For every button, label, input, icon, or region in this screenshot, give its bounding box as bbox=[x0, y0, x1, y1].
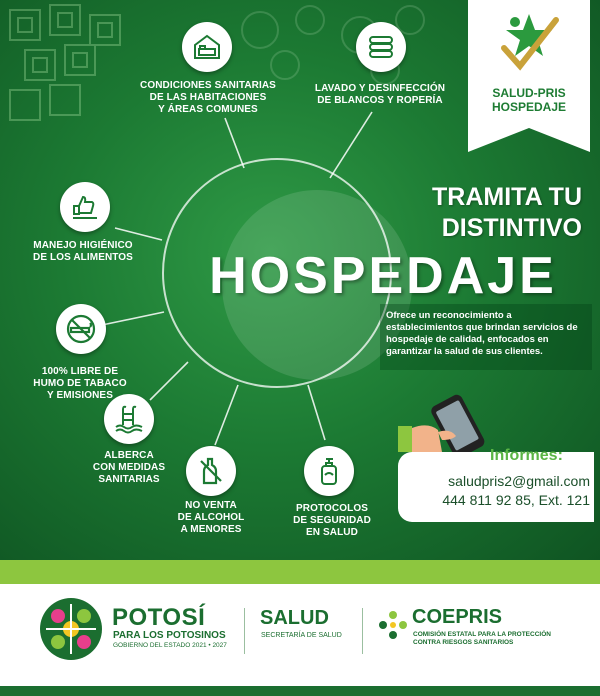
coepris-subtitle: COMISIÓN ESTATAL PARA LA PROTECCIÓN CONTRA RIESGOS SANITARIOS bbox=[413, 631, 551, 646]
feature-label-rooms: CONDICIONES SANITARIAS DE LAS HABITACIONES Y ÁREAS COMUNES bbox=[140, 80, 276, 115]
salud-pris-badge bbox=[468, 0, 590, 152]
badge-title-line2: HOSPEDAJE bbox=[491, 100, 567, 114]
no-alcohol-icon bbox=[186, 446, 236, 496]
potosi-title: POTOSÍ bbox=[112, 604, 206, 631]
thumbs-up-food-icon bbox=[60, 182, 110, 232]
coepris-logo-icon bbox=[378, 610, 408, 640]
headline-line1: TRAMITA TU bbox=[432, 183, 582, 211]
pool-icon bbox=[104, 394, 154, 444]
bedroom-icon bbox=[182, 22, 232, 72]
footer-divider bbox=[362, 608, 363, 654]
headline-tramita bbox=[398, 182, 582, 244]
potosi-government: GOBIERNO DEL ESTADO 2021 • 2027 bbox=[113, 642, 227, 649]
towels-icon bbox=[356, 22, 406, 72]
footer-accent-band bbox=[0, 560, 600, 584]
contact-phone[interactable]: 444 811 92 85, Ext. 121 bbox=[442, 492, 590, 508]
badge-title-line1: SALUD-PRIS bbox=[492, 86, 566, 100]
feature-label-food: MANEJO HIGIÉNICO DE LOS ALIMENTOS bbox=[33, 240, 133, 263]
salud-title: SALUD bbox=[260, 607, 329, 629]
feature-label-pool: ALBERCA CON MEDIDAS SANITARIAS bbox=[92, 450, 166, 485]
feature-label-protocols: PROTOCOLOS DE SEGURIDAD EN SALUD bbox=[293, 503, 371, 538]
feature-label-smoke-free: 100% LIBRE DE HUMO DE TABACO Y EMISIONES bbox=[33, 366, 127, 401]
potosi-logo-icon bbox=[38, 596, 104, 662]
headline-hospedaje: HOSPEDAJE bbox=[209, 247, 557, 305]
footer-bottom-line bbox=[0, 686, 600, 696]
potosi-subtitle: PARA LOS POTOSINOS bbox=[113, 630, 226, 641]
salud-subtitle: SECRETARÍA DE SALUD bbox=[261, 632, 342, 639]
contact-email[interactable]: saludpris2@gmail.com bbox=[448, 473, 590, 489]
headline-line2: DISTINTIVO bbox=[441, 214, 582, 242]
feature-label-alcohol: NO VENTA DE ALCOHOL A MENORES bbox=[177, 500, 245, 535]
description-text: Ofrece un reconocimiento a establecimientos que brindan servicios de hospedaje de calidad, enfocados en garantizar la salud de sus clientes. bbox=[386, 310, 578, 357]
coepris-title: COEPRIS bbox=[412, 606, 503, 628]
badge-title bbox=[468, 86, 590, 114]
feature-label-linens: LAVADO Y DESINFECCIÓN DE BLANCOS Y ROPERÍA bbox=[314, 83, 446, 106]
footer-divider bbox=[244, 608, 245, 654]
contact-heading: Informes: bbox=[490, 447, 563, 464]
sanitizer-icon bbox=[304, 446, 354, 496]
no-smoking-icon bbox=[56, 304, 106, 354]
